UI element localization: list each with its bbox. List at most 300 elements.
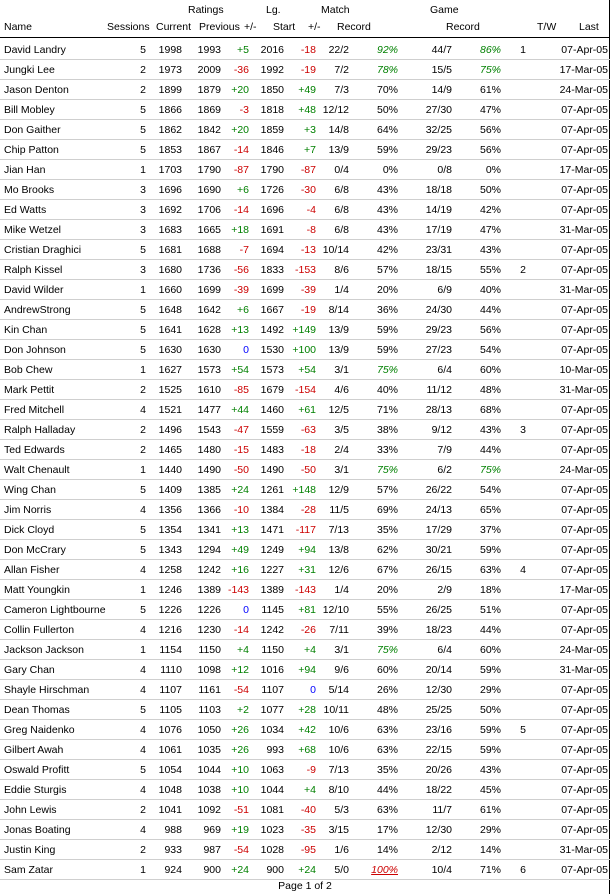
cell-last: 07-Apr-05: [561, 124, 608, 136]
cell-grec: 11/7: [432, 804, 452, 816]
cell-start: 993: [266, 744, 284, 756]
cell-mrec: 3/5: [334, 424, 349, 436]
cell-start: 1859: [260, 124, 284, 136]
cell-start: 1530: [260, 344, 284, 356]
cell-diff1: -7: [239, 244, 249, 256]
cell-grec: 29/23: [425, 144, 452, 156]
cell-name: Jian Han: [4, 164, 46, 176]
cell-name: David Landry: [4, 44, 66, 56]
page-footer: Page 1 of 2: [278, 880, 332, 892]
table-row: [0, 440, 610, 460]
cell-diff1: +12: [231, 664, 249, 676]
table-row: [0, 160, 610, 180]
cell-last: 17-Mar-05: [559, 584, 608, 596]
cell-gpct: 56%: [479, 144, 501, 156]
table-row: [0, 620, 610, 640]
cell-mrec: 4/6: [334, 384, 349, 396]
cell-start: 1028: [260, 844, 284, 856]
cell-grec: 2/9: [437, 584, 452, 596]
cell-grec: 26/15: [425, 564, 452, 576]
cell-tw: 1: [520, 44, 526, 56]
cell-current: 1692: [158, 204, 182, 216]
cell-diff2: -154: [294, 384, 316, 396]
cell-current: 1696: [158, 184, 182, 196]
cell-diff1: -56: [233, 264, 249, 276]
cell-grec: 25/25: [425, 704, 452, 716]
cell-sessions: 5: [140, 764, 146, 776]
cell-name: Cameron Lightbourne: [4, 604, 106, 616]
cell-start: 1573: [260, 364, 284, 376]
cell-mpct: 78%: [376, 64, 398, 76]
cell-gpct: 60%: [479, 364, 501, 376]
cell-name: Don Johnson: [4, 344, 66, 356]
cell-diff1: +44: [231, 404, 249, 416]
cell-last: 07-Apr-05: [561, 564, 608, 576]
cell-grec: 18/22: [425, 784, 452, 796]
header-match: Match: [321, 4, 350, 16]
header-diff2: +/-: [308, 21, 321, 33]
cell-grec: 26/25: [425, 604, 452, 616]
cell-start: 1492: [260, 324, 284, 336]
table-row: [0, 460, 610, 480]
header-current: Current: [156, 21, 192, 33]
cell-sessions: 5: [140, 704, 146, 716]
cell-previous: 1543: [197, 424, 221, 436]
cell-tw: [512, 320, 534, 340]
cell-diff2: -19: [300, 304, 316, 316]
cell-name: Matt Youngkin: [4, 584, 70, 596]
cell-diff2: -13: [300, 244, 316, 256]
cell-last: 07-Apr-05: [561, 264, 608, 276]
cell-diff2: -18: [300, 444, 316, 456]
cell-tw: [512, 640, 534, 660]
cell-gpct: 75%: [479, 464, 501, 476]
cell-current: 1440: [158, 464, 182, 476]
cell-current: 1703: [158, 164, 182, 176]
cell-name: Greg Naidenko: [4, 724, 75, 736]
table-row: [0, 820, 610, 840]
cell-sessions: 1: [140, 864, 146, 876]
cell-mpct: 42%: [376, 244, 398, 256]
cell-diff1: -10: [233, 504, 249, 516]
cell-diff2: +28: [298, 704, 316, 716]
cell-sessions: 2: [140, 424, 146, 436]
cell-grec: 23/16: [425, 724, 452, 736]
cell-name: Mark Pettit: [4, 384, 55, 396]
cell-diff2: +148: [292, 484, 316, 496]
cell-last: 07-Apr-05: [561, 104, 608, 116]
cell-sessions: 2: [140, 384, 146, 396]
cell-grec: 44/7: [431, 44, 452, 56]
cell-name: Ralph Halladay: [4, 424, 76, 436]
cell-name: Gary Chan: [4, 664, 55, 676]
cell-diff1: +13: [231, 324, 249, 336]
cell-name: Ralph Kissel: [4, 264, 63, 276]
table-row: [0, 660, 610, 680]
cell-previous: 1642: [197, 304, 221, 316]
cell-gpct: 54%: [479, 484, 501, 496]
cell-tw: [512, 620, 534, 640]
cell-current: 1356: [158, 504, 182, 516]
cell-gpct: 51%: [479, 604, 501, 616]
cell-last: 31-Mar-05: [559, 664, 608, 676]
cell-diff2: -87: [300, 164, 316, 176]
table-row: [0, 120, 610, 140]
cell-sessions: 1: [140, 164, 146, 176]
cell-last: 07-Apr-05: [561, 144, 608, 156]
cell-last: 07-Apr-05: [561, 744, 608, 756]
cell-last: 07-Apr-05: [561, 324, 608, 336]
cell-last: 24-Mar-05: [559, 644, 608, 656]
cell-tw: [512, 580, 534, 600]
cell-last: 07-Apr-05: [561, 784, 608, 796]
cell-tw: [512, 60, 534, 80]
cell-start: 1145: [261, 604, 284, 616]
cell-previous: 1341: [197, 524, 221, 536]
cell-previous: 1389: [197, 584, 221, 596]
cell-sessions: 1: [140, 464, 146, 476]
table-row: [0, 200, 610, 220]
cell-previous: 1035: [197, 744, 221, 756]
cell-diff1: +18: [231, 224, 249, 236]
cell-diff1: +13: [231, 524, 249, 536]
cell-diff1: -36: [233, 64, 249, 76]
cell-mrec: 12/9: [328, 484, 349, 496]
cell-previous: 1038: [197, 784, 221, 796]
cell-tw: [512, 100, 534, 120]
cell-previous: 1490: [197, 464, 221, 476]
cell-sessions: 4: [140, 824, 146, 836]
cell-sessions: 2: [140, 844, 146, 856]
cell-mrec: 3/1: [334, 364, 349, 376]
cell-sessions: 4: [140, 724, 146, 736]
cell-sessions: 4: [140, 744, 146, 756]
table-row: [0, 860, 610, 880]
header-game: Game: [430, 4, 459, 16]
cell-sessions: 4: [140, 564, 146, 576]
cell-start: 1483: [260, 444, 284, 456]
header-ratings: Ratings: [188, 4, 224, 16]
cell-previous: 1366: [197, 504, 221, 516]
cell-diff2: +54: [298, 364, 316, 376]
cell-previous: 1736: [197, 264, 221, 276]
cell-name: Dick Cloyd: [4, 524, 55, 536]
cell-diff2: -9: [306, 764, 316, 776]
cell-current: 1110: [160, 664, 182, 676]
table-row: [0, 540, 610, 560]
cell-diff2: +24: [298, 864, 316, 876]
cell-previous: 1226: [197, 604, 221, 616]
cell-gpct: 18%: [479, 584, 501, 596]
cell-name: Dean Thomas: [4, 704, 70, 716]
cell-grec: 17/19: [425, 224, 452, 236]
table-row: [0, 600, 610, 620]
cell-diff1: -39: [233, 284, 249, 296]
cell-sessions: 2: [140, 64, 146, 76]
cell-mrec: 10/11: [323, 704, 349, 716]
cell-last: 07-Apr-05: [561, 204, 608, 216]
cell-diff1: -143: [227, 584, 249, 596]
cell-mpct: 69%: [376, 504, 398, 516]
cell-tw: [512, 840, 534, 860]
cell-grec: 10/4: [431, 864, 452, 876]
cell-diff1: -87: [233, 164, 249, 176]
cell-diff1: +6: [237, 184, 249, 196]
cell-last: 07-Apr-05: [561, 704, 608, 716]
cell-name: Oswald Profitt: [4, 764, 70, 776]
cell-grec: 6/9: [437, 284, 452, 296]
cell-diff1: -85: [233, 384, 249, 396]
cell-last: 31-Mar-05: [559, 224, 608, 236]
cell-mpct: 14%: [376, 844, 398, 856]
cell-name: Gilbert Awah: [4, 744, 64, 756]
cell-mpct: 35%: [376, 524, 398, 536]
cell-name: Don McCrary: [4, 544, 66, 556]
cell-mrec: 6/8: [334, 184, 349, 196]
cell-last: 31-Mar-05: [559, 384, 608, 396]
table-row: [0, 240, 610, 260]
cell-gpct: 60%: [479, 644, 501, 656]
cell-grec: 18/15: [425, 264, 452, 276]
cell-mrec: 12/10: [322, 604, 349, 616]
cell-mpct: 48%: [376, 704, 398, 716]
cell-last: 07-Apr-05: [561, 44, 608, 56]
cell-name: Jim Norris: [4, 504, 52, 516]
cell-sessions: 1: [140, 284, 146, 296]
cell-mrec: 3/15: [328, 824, 349, 836]
cell-current: 1105: [159, 704, 182, 716]
cell-diff2: -19: [300, 64, 316, 76]
cell-start: 1471: [260, 524, 284, 536]
cell-sessions: 4: [140, 624, 146, 636]
cell-mpct: 100%: [371, 864, 398, 876]
cell-current: 1226: [158, 604, 182, 616]
cell-sessions: 2: [140, 804, 146, 816]
cell-current: 1973: [158, 64, 182, 76]
cell-name: Sam Zatar: [4, 864, 54, 876]
cell-start: 1490: [260, 464, 284, 476]
cell-start: 1699: [260, 284, 284, 296]
cell-gpct: 75%: [479, 64, 501, 76]
cell-grec: 2/12: [431, 844, 452, 856]
cell-previous: 1098: [197, 664, 221, 676]
cell-start: 1726: [260, 184, 284, 196]
table-row: [0, 520, 610, 540]
table-row: [0, 40, 610, 60]
cell-previous: 1242: [197, 564, 221, 576]
cell-mrec: 12/5: [328, 404, 349, 416]
cell-mpct: 0%: [382, 164, 398, 176]
cell-tw: [512, 340, 534, 360]
cell-current: 933: [164, 844, 182, 856]
cell-mrec: 9/6: [334, 664, 349, 676]
cell-mpct: 43%: [376, 224, 398, 236]
cell-diff1: +20: [231, 124, 249, 136]
cell-diff2: +68: [298, 744, 316, 756]
cell-previous: 1294: [197, 544, 221, 556]
cell-sessions: 5: [140, 324, 146, 336]
cell-start: 1460: [260, 404, 284, 416]
table-row: [0, 400, 610, 420]
cell-previous: 1879: [197, 84, 221, 96]
cell-diff1: +26: [231, 744, 249, 756]
cell-diff1: +20: [231, 84, 249, 96]
cell-tw: 6: [520, 864, 526, 876]
cell-mpct: 59%: [376, 144, 398, 156]
cell-start: 1846: [260, 144, 284, 156]
table-row: [0, 300, 610, 320]
cell-mrec: 5/3: [334, 804, 349, 816]
cell-mpct: 57%: [376, 264, 398, 276]
cell-grec: 14/19: [425, 204, 452, 216]
cell-last: 07-Apr-05: [561, 404, 608, 416]
cell-gpct: 61%: [479, 804, 501, 816]
cell-tw: 5: [520, 724, 526, 736]
cell-grec: 18/23: [425, 624, 452, 636]
table-row: [0, 780, 610, 800]
cell-previous: 900: [203, 864, 221, 876]
cell-current: 1660: [158, 284, 182, 296]
cell-last: 07-Apr-05: [561, 804, 608, 816]
cell-diff1: +10: [231, 764, 249, 776]
cell-diff1: +24: [231, 484, 249, 496]
cell-last: 07-Apr-05: [561, 444, 608, 456]
cell-sessions: 3: [140, 204, 146, 216]
cell-previous: 1706: [197, 204, 221, 216]
table-row: [0, 680, 610, 700]
cell-diff2: +4: [304, 644, 316, 656]
cell-grec: 6/4: [437, 364, 452, 376]
cell-current: 1061: [158, 744, 182, 756]
cell-current: 1154: [159, 644, 182, 656]
cell-tw: [512, 500, 534, 520]
cell-last: 07-Apr-05: [561, 724, 608, 736]
cell-gpct: 47%: [479, 224, 501, 236]
cell-diff2: -50: [300, 464, 316, 476]
cell-last: 07-Apr-05: [561, 484, 608, 496]
cell-gpct: 45%: [479, 784, 501, 796]
cell-tw: [512, 680, 534, 700]
table-row: [0, 840, 610, 860]
table-row: [0, 280, 610, 300]
cell-current: 1853: [158, 144, 182, 156]
cell-gpct: 43%: [479, 244, 501, 256]
cell-gpct: 71%: [479, 864, 501, 876]
cell-gpct: 86%: [479, 44, 501, 56]
table-row: [0, 700, 610, 720]
cell-mrec: 5/0: [334, 864, 349, 876]
cell-mpct: 60%: [376, 664, 398, 676]
cell-sessions: 4: [140, 784, 146, 796]
table-row: [0, 220, 610, 240]
cell-name: Shayle Hirschman: [4, 684, 90, 696]
cell-start: 1850: [260, 84, 284, 96]
cell-tw: [512, 760, 534, 780]
cell-last: 07-Apr-05: [561, 244, 608, 256]
cell-diff1: +49: [231, 544, 249, 556]
cell-start: 1667: [260, 304, 284, 316]
cell-mpct: 43%: [376, 184, 398, 196]
cell-diff1: +26: [231, 724, 249, 736]
cell-current: 1409: [158, 484, 182, 496]
cell-grec: 24/30: [425, 304, 452, 316]
cell-mrec: 22/2: [328, 44, 349, 56]
cell-mpct: 63%: [376, 804, 398, 816]
cell-previous: 1628: [197, 324, 221, 336]
cell-gpct: 29%: [479, 824, 501, 836]
cell-mpct: 57%: [376, 484, 398, 496]
cell-current: 1680: [158, 264, 182, 276]
cell-diff1: +24: [231, 864, 249, 876]
cell-gpct: 59%: [479, 544, 501, 556]
header-sessions: Sessions: [107, 21, 150, 33]
cell-last: 07-Apr-05: [561, 684, 608, 696]
table-row: [0, 180, 610, 200]
table-row: [0, 500, 610, 520]
cell-start: 1150: [261, 644, 284, 656]
cell-mrec: 0/4: [334, 164, 349, 176]
cell-mpct: 63%: [376, 724, 398, 736]
cell-gpct: 47%: [479, 104, 501, 116]
cell-diff1: +10: [231, 784, 249, 796]
cell-current: 1866: [158, 104, 182, 116]
cell-tw: [512, 140, 534, 160]
cell-grec: 28/13: [425, 404, 452, 416]
cell-mrec: 3/1: [334, 464, 349, 476]
cell-diff2: -95: [300, 844, 316, 856]
cell-diff1: -14: [233, 204, 249, 216]
table-row: [0, 80, 610, 100]
cell-tw: [512, 80, 534, 100]
cell-grec: 0/8: [437, 164, 452, 176]
cell-gpct: 54%: [479, 344, 501, 356]
cell-mpct: 20%: [376, 584, 398, 596]
cell-mrec: 1/4: [334, 284, 349, 296]
cell-previous: 1610: [197, 384, 221, 396]
cell-last: 07-Apr-05: [561, 344, 608, 356]
cell-tw: 4: [520, 564, 526, 576]
cell-current: 1054: [158, 764, 182, 776]
cell-tw: [512, 400, 534, 420]
cell-mrec: 8/14: [328, 304, 349, 316]
cell-sessions: 1: [140, 584, 146, 596]
cell-sessions: 1: [140, 364, 146, 376]
cell-previous: 1993: [197, 44, 221, 56]
cell-current: 988: [164, 824, 182, 836]
cell-grec: 27/30: [425, 104, 452, 116]
table-row: [0, 60, 610, 80]
table-row: [0, 340, 610, 360]
cell-mrec: 11/5: [329, 504, 349, 516]
cell-grec: 11/12: [426, 384, 452, 396]
cell-name: Eddie Sturgis: [4, 784, 67, 796]
cell-mrec: 1/6: [334, 844, 349, 856]
cell-gpct: 61%: [479, 84, 501, 96]
cell-last: 24-Mar-05: [559, 464, 608, 476]
cell-grec: 6/4: [437, 644, 452, 656]
cell-previous: 2009: [197, 64, 221, 76]
cell-last: 07-Apr-05: [561, 544, 608, 556]
cell-diff1: 0: [243, 604, 249, 616]
cell-sessions: 5: [140, 104, 146, 116]
cell-diff2: -26: [300, 624, 316, 636]
cell-last: 07-Apr-05: [561, 824, 608, 836]
cell-mrec: 6/8: [334, 204, 349, 216]
cell-gpct: 40%: [479, 284, 501, 296]
cell-diff1: -14: [233, 144, 249, 156]
cell-mpct: 20%: [376, 284, 398, 296]
cell-current: 1258: [158, 564, 182, 576]
